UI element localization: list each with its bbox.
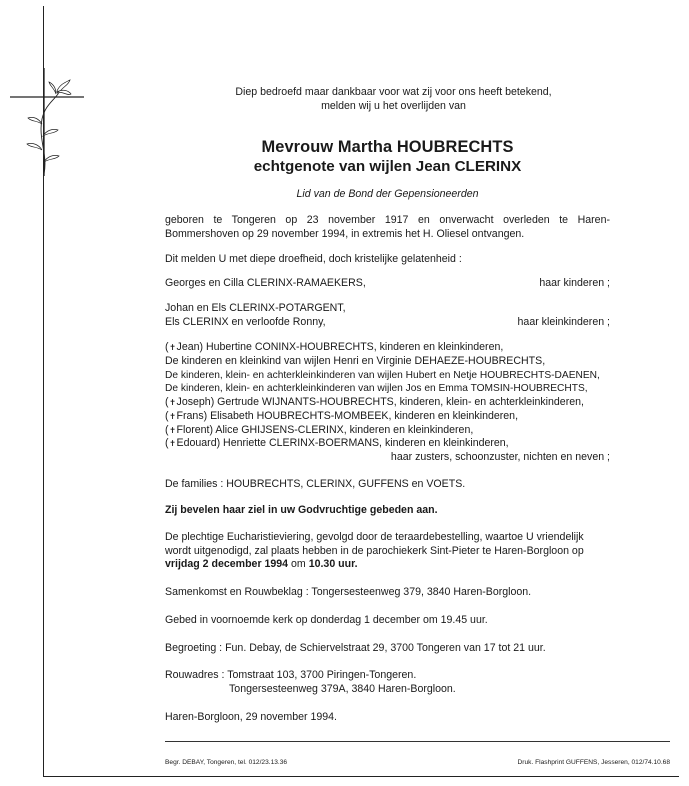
family-line-1: (✝Jean) Hubertine CONINX-HOUBRECHTS, kinderen en kleinkinderen, bbox=[165, 341, 504, 354]
mass-paragraph bbox=[165, 531, 610, 572]
mass-om: om bbox=[291, 558, 306, 571]
family-line-3: De kinderen, klein- en achterkleinkinderen van wijlen Hubert en Netje HOUBRECHTS-DAENEN, bbox=[165, 369, 600, 381]
cross-icon: ✝ bbox=[169, 398, 176, 408]
address-line-2: Tongersesteenweg 379A, 3840 Haren-Borgloon. bbox=[229, 682, 456, 695]
cross-with-lily-icon bbox=[8, 64, 86, 180]
families-line: De families : HOUBRECHTS, CLERINX, GUFFENS en VOETS. bbox=[165, 477, 466, 490]
family-role: haar zusters, schoonzuster, nichten en neven ; bbox=[390, 450, 610, 463]
place-date: Haren-Borgloon, 29 november 1994. bbox=[165, 710, 337, 723]
children-role: haar kinderen ; bbox=[539, 277, 610, 290]
footer-undertaker: Begr. DEBAY, Tongeren, tel. 012/23.13.36 bbox=[165, 759, 288, 766]
cross-icon: ✝ bbox=[169, 343, 176, 353]
family-line-8: (✝Edouard) Henriette CLERINX-BOERMANS, kinderen en kleinkinderen, bbox=[165, 437, 509, 450]
children-row bbox=[165, 277, 610, 291]
address-block bbox=[165, 669, 610, 696]
family-line-7: (✝Florent) Alice GHIJSENS-CLERINX, kinderen en kleinkinderen, bbox=[165, 423, 474, 436]
grandchildren-role: haar kleinkinderen ; bbox=[517, 315, 610, 328]
grandchildren-line-2: Els CLERINX en verloofde Ronny, bbox=[165, 315, 326, 328]
intro-line-2: melden wij u het overlijden van bbox=[321, 99, 466, 112]
prayer-request: Zij bevelen haar ziel in uw Godvruchtige gebeden aan. bbox=[165, 504, 438, 517]
footer-printer: Druk. Flashprint GUFFENS, Jesseren, 012/74.10.68 bbox=[517, 759, 670, 766]
birth-death-paragraph: geboren te Tongeren op 23 november 1917 en onverwacht overleden te Haren-Bommershoven op 29 november 1994, in extremis het H. Oliesel ontvangen. bbox=[165, 214, 610, 240]
prayer-service-line: Gebed in voornoemde kerk op donderdag 1 december om 19.45 uur. bbox=[165, 613, 488, 626]
gathering-line: Samenkomst en Rouwbeklag : Tongersesteenweg 379, 3840 Haren-Borgloon. bbox=[165, 586, 532, 599]
address-line-1: Rouwadres : Tomstraat 103, 3700 Piringen-Tongeren. bbox=[165, 669, 417, 682]
family-line-5: (✝Joseph) Gertrude WIJNANTS-HOUBRECHTS, kinderen, klein- en achterkleinkinderen, bbox=[165, 396, 584, 409]
cross-icon: ✝ bbox=[169, 425, 176, 435]
mass-text: De plechtige Eucharistieviering, gevolgd door de teraardebestelling, waartoe U vriendelijk wordt uitgenodigd, zal plaats hebben in de parochiekerk Sint-Pieter te Haren-Borgloon op bbox=[165, 531, 584, 557]
cross-icon: ✝ bbox=[169, 411, 176, 421]
announcement-line: Dit melden U met diepe droefheid, doch kristelijke gelatenheid : bbox=[165, 252, 462, 265]
membership-line: Lid van de Bond der Gepensioneerden bbox=[296, 188, 479, 201]
viewing-line: Begroeting : Fun. Debay, de Schiervelstraat 29, 3700 Tongeren van 17 tot 21 uur. bbox=[165, 641, 546, 654]
grandchildren-line-1: Johan en Els CLERINX-POTARGENT, bbox=[165, 301, 346, 314]
family-line-6: (✝Frans) Elisabeth HOUBRECHTS-MOMBEEK, kinderen en kleinkinderen, bbox=[165, 409, 519, 422]
footer-rule bbox=[165, 741, 670, 742]
mass-time: 10.30 uur. bbox=[308, 558, 358, 571]
deceased-name: Mevrouw Martha HOUBRECHTS bbox=[261, 138, 514, 157]
cross-icon: ✝ bbox=[169, 439, 176, 449]
mass-date: vrijdag 2 december 1994 bbox=[165, 558, 289, 571]
intro-block bbox=[177, 86, 610, 113]
family-line-2: De kinderen en kleinkind van wijlen Henri en Virginie DEHAEZE-HOUBRECHTS, bbox=[165, 355, 546, 368]
footer bbox=[165, 759, 670, 766]
extended-family-block bbox=[165, 341, 610, 464]
grandchildren-block bbox=[165, 302, 610, 329]
intro-line-1: Diep bedroefd maar dankbaar voor wat zij voor ons heeft betekend, bbox=[235, 86, 552, 98]
obituary-content bbox=[165, 86, 610, 724]
deceased-spouse: echtgenote van wijlen Jean CLERINX bbox=[253, 158, 522, 176]
family-line-4: De kinderen, klein- en achterkleinkinderen van wijlen Jos en Emma TOMSIN-HOUBRECHTS, bbox=[165, 383, 588, 395]
children-names: Georges en Cilla CLERINX-RAMAEKERS, bbox=[165, 277, 366, 290]
